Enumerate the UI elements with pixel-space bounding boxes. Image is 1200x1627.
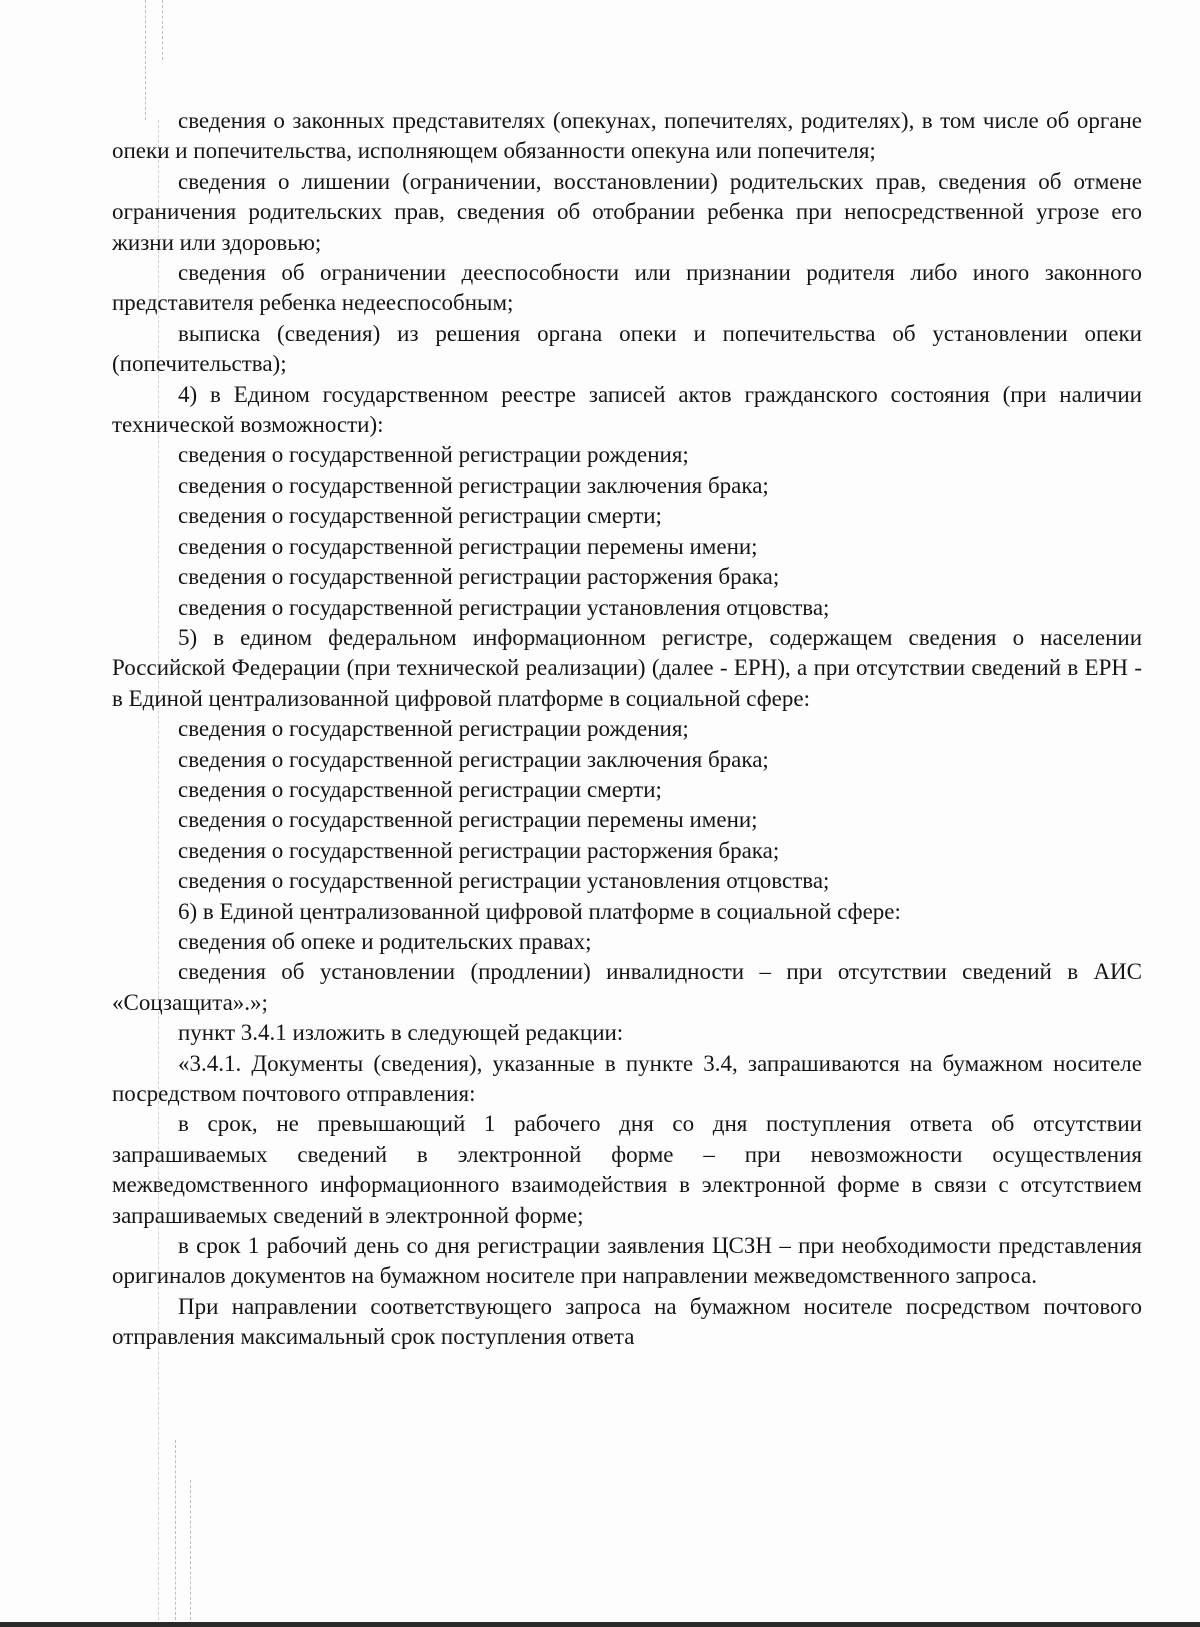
list-item: сведения об опеке и родительских правах;: [178, 928, 592, 954]
paragraph: выписка (сведения) из решения органа опеки и попечительства об установлении опеки (попечительства);: [112, 320, 1142, 377]
scan-margin-line: [145, 0, 146, 120]
paragraph: в срок, не превышающий 1 рабочего дня со дня поступления ответа об отсутствии запрашиваемых сведений в электронной форме – при невозможности осуществления межведомственного информационного взаимодействия в электронной форме в связи с отсутствием запрашиваемых сведений в электронной форме;: [112, 1111, 1142, 1228]
document-body: [112, 106, 1142, 1353]
list-item: сведения о государственной регистрации расторжения брака;: [178, 564, 780, 590]
paragraph: пункт 3.4.1 изложить в следующей редакции:: [178, 1020, 624, 1046]
paragraph: сведения о лишении (ограничении, восстановлении) родительских прав, сведения об отмене ограничения родительских прав, сведения об отобрании ребенка при непосредственной угрозе его жизни или здоровью;: [112, 168, 1142, 255]
list-item: сведения о государственной регистрации заключения брака;: [178, 746, 769, 772]
list-item: сведения о государственной регистрации перемены имени;: [178, 807, 758, 833]
list-item: сведения о государственной регистрации установления отцовства;: [178, 594, 830, 620]
scan-margin-line: [175, 1440, 176, 1620]
list-item: сведения о государственной регистрации перемены имени;: [178, 533, 758, 559]
scan-margin-line: [162, 0, 163, 60]
paragraph: сведения о законных представителях (опекунах, попечителях, родителях), в том числе об органе опеки и попечительства, исполняющем обязанности опекуна или попечителя;: [112, 108, 1142, 164]
list-item: сведения о государственной регистрации установления отцовства;: [178, 868, 830, 894]
list-item: сведения о государственной регистрации рождения;: [178, 716, 689, 742]
paragraph: 4) в Едином государственном реестре записей актов гражданского состояния (при наличии технической возможности):: [112, 381, 1142, 438]
paragraph: При направлении соответствующего запроса на бумажном носителе посредством почтового отправления максимальный срок поступления ответа: [112, 1293, 1142, 1350]
list-item: сведения о государственной регистрации заключения брака;: [178, 472, 769, 498]
paragraph: 6) в Единой централизованной цифровой платформе в социальной сфере:: [178, 898, 901, 924]
list-item: сведения о государственной регистрации смерти;: [178, 503, 662, 529]
list-item: сведения о государственной регистрации рождения;: [178, 442, 689, 468]
list-item: сведения о государственной регистрации расторжения брака;: [178, 837, 780, 863]
paragraph: сведения об установлении (продлении) инвалидности – при отсутствии сведений в АИС «Соцзащита».»;: [112, 959, 1142, 1015]
scan-margin-line: [190, 1480, 191, 1620]
paragraph: в срок 1 рабочий день со дня регистрации заявления ЦСЗН – при необходимости представления оригиналов документов на бумажном носителе при направлении межведомственного запроса.: [112, 1233, 1142, 1289]
scan-bottom-edge: [0, 1622, 1200, 1627]
paragraph: сведения об ограничении дееспособности или признании родителя либо иного законного представителя ребенка недееспособным;: [112, 260, 1142, 316]
paragraph: «3.4.1. Документы (сведения), указанные в пункте 3.4, запрашиваются на бумажном носителе посредством почтового отправления:: [112, 1050, 1142, 1106]
list-item: сведения о государственной регистрации смерти;: [178, 776, 662, 802]
paragraph: 5) в едином федеральном информационном регистре, содержащем сведения о населении Российской Федерации (при технической реализации) (далее - ЕРН), а при отсутствии сведений в ЕРН - в Единой централизованной цифровой платформе в социальной сфере:: [112, 624, 1142, 711]
